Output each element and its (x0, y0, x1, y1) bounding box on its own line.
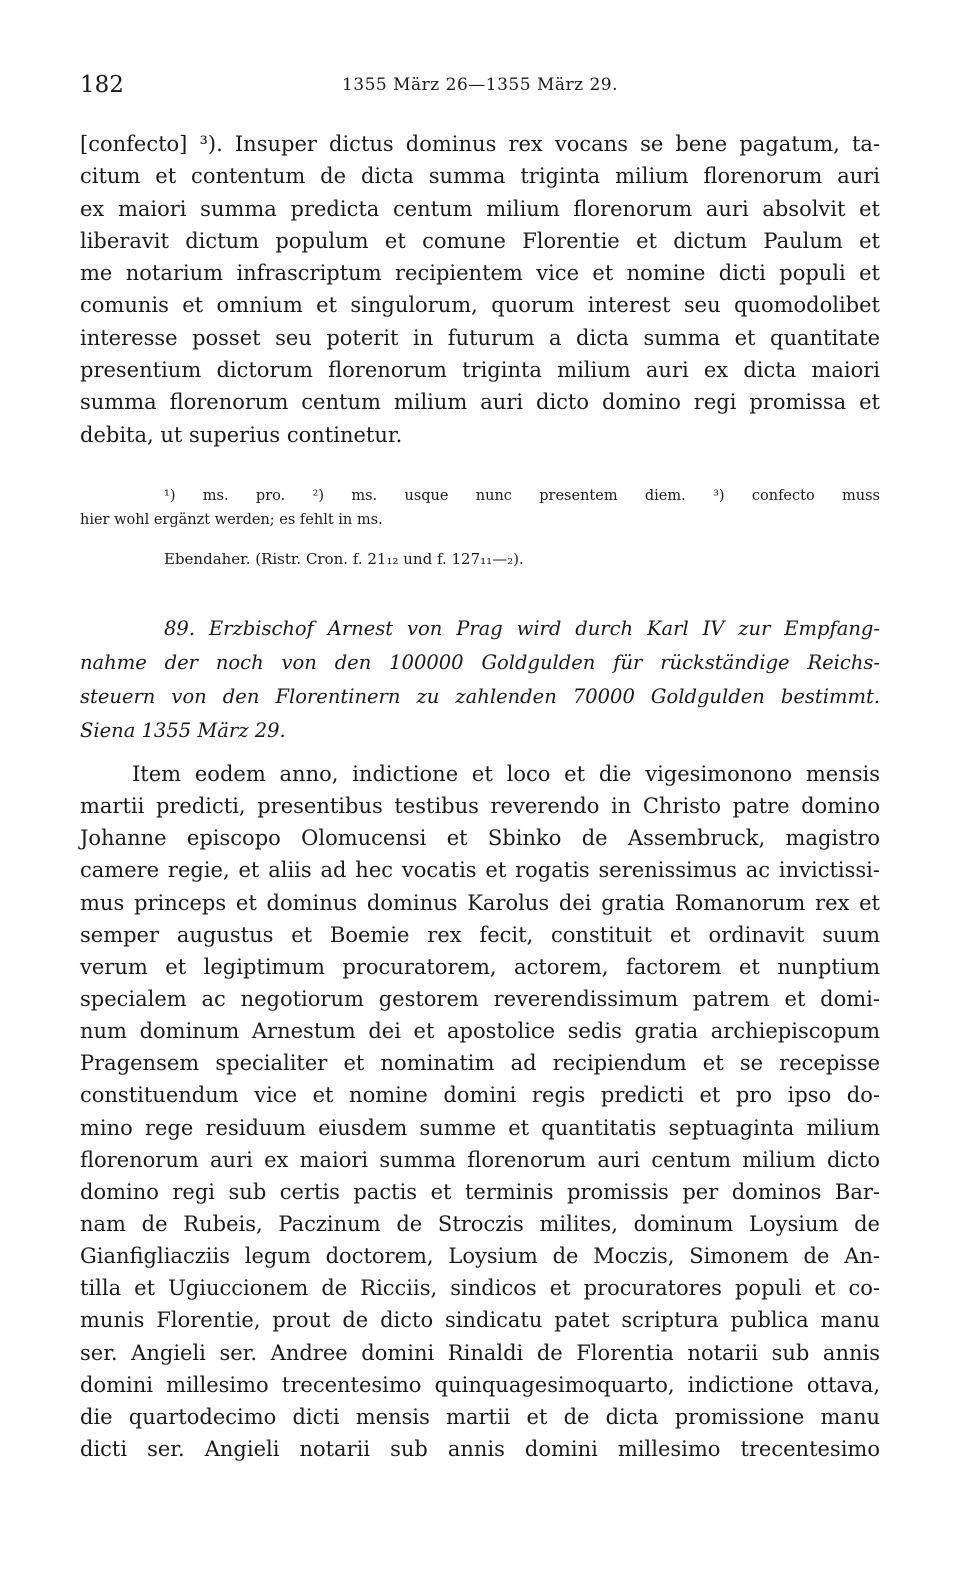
heading-line: steuern von den Florentinern zu zahlenden 70000 Goldgulden bestimmt. (80, 685, 880, 708)
text-line: domino regi sub certis pactis et terminis promissis per dominos Bar- (80, 1179, 880, 1204)
text-line: martii predicti, presentibus testibus reverendo in Christo patre domino (80, 794, 880, 819)
text-line: num dominum Arnestum dei et apostolice sedis gratia archiepiscopum (80, 1019, 880, 1044)
text-line: Johanne episcopo Olomucensi et Sbinko de Assembruck, magistro (80, 826, 880, 851)
text-line: Gianfigliacziis legum doctorem, Loysium de Moczis, Simonem de An- (80, 1244, 880, 1269)
text-line: constituendum vice et nomine domini regis predicti et pro ipso do- (80, 1083, 880, 1108)
page-header (80, 72, 880, 102)
text-line: semper augustus et Boemie rex fecit, constituit et ordinavit suum (80, 922, 880, 947)
text-line: Item eodem anno, indictione et loco et die vigesimonono mensis (132, 762, 880, 786)
heading-line: 89. Erzbischof Arnest von Prag wird durch Karl IV zur Empfang- (164, 617, 880, 640)
page-number: 182 (80, 72, 124, 98)
source-citation: Ebendaher. (Ristr. Cron. f. 21₁₂ und f. 127₁₁—₂). (164, 550, 524, 568)
continuation-text (80, 128, 880, 451)
text-line: comunis et omnium et singulorum, quorum interest seu quomodolibet (80, 293, 880, 318)
text-line: liberavit dictum populum et comune Florentie et dictum Paulum et (80, 228, 880, 253)
text-line: dicti ser. Angieli notarii sub annis domini millesimo trecentesimo (80, 1436, 880, 1461)
heading-line: Siena 1355 März 29. (80, 719, 286, 742)
text-line: domini millesimo trecentesimo quinquagesimoquarto, indictione ottava, (80, 1372, 880, 1397)
text-line: mus princeps et dominus dominus Karolus dei gratia Romanorum rex et (80, 890, 880, 915)
text-line: [confecto] ³). Insuper dictus dominus rex vocans se bene pagatum, ta- (80, 132, 880, 156)
text-line: debita, ut superius continetur. (80, 422, 403, 447)
text-line: citum et contentum de dicta summa triginta milium florenorum auri (80, 164, 880, 189)
text-line: mino rege residuum eiusdem summe et quantitatis septuaginta milium (80, 1115, 880, 1140)
footnote-line: hier wohl ergänzt werden; es fehlt in ms. (80, 512, 383, 528)
text-line: Pragensem specialiter et nominatim ad recipiendum et se recepisse (80, 1051, 880, 1076)
document-heading (80, 612, 880, 748)
text-line: verum et legiptimum procuratorem, actorem, factorem et nunptium (80, 954, 880, 979)
text-line: florenorum auri ex maiori summa florenorum auri centum milium dicto (80, 1147, 880, 1172)
text-line: camere regie, et aliis ad hec vocatis et rogatis serenissimus ac invictissi- (80, 858, 880, 883)
text-line: me notarium infrascriptum recipientem vice et nomine dicti populi et (80, 261, 880, 286)
running-head: 1355 März 26—1355 März 29. (341, 75, 619, 95)
text-line: presentium dictorum florenorum triginta milium auri ex dicta maiori (80, 358, 880, 383)
heading-line: nahme der noch von den 100000 Goldgulden für rückständige Reichs- (80, 651, 880, 674)
text-line: munis Florentie, prout de dicto sindicatu patet scriptura publica manu (80, 1308, 880, 1333)
footnotes (80, 484, 880, 532)
text-line: nam de Rubeis, Paczinum de Stroczis milites, dominum Loysium de (80, 1211, 880, 1236)
text-line: ex maiori summa predicta centum milium florenorum auri absolvit et (80, 196, 880, 221)
document-body (80, 758, 880, 1465)
text-line: ser. Angieli ser. Andree domini Rinaldi de Florentia notarii sub annis (80, 1340, 880, 1365)
text-line: interesse posset seu poterit in futurum a dicta summa et quantitate (80, 325, 880, 350)
text-line: die quartodecimo dicti mensis martii et de dicta promissione manu (80, 1404, 880, 1429)
text-line: specialem ac negotiorum gestorem reverendissimum patrem et domi- (80, 986, 880, 1011)
text-line: tilla et Ugiuccionem de Ricciis, sindicos et procuratores populi et co- (80, 1276, 880, 1301)
footnote-line: ¹) ms. pro. ²) ms. usque nunc presentem diem. ³) confecto muss (164, 488, 880, 504)
text-line: summa florenorum centum milium auri dicto domino regi promissa et (80, 390, 880, 415)
